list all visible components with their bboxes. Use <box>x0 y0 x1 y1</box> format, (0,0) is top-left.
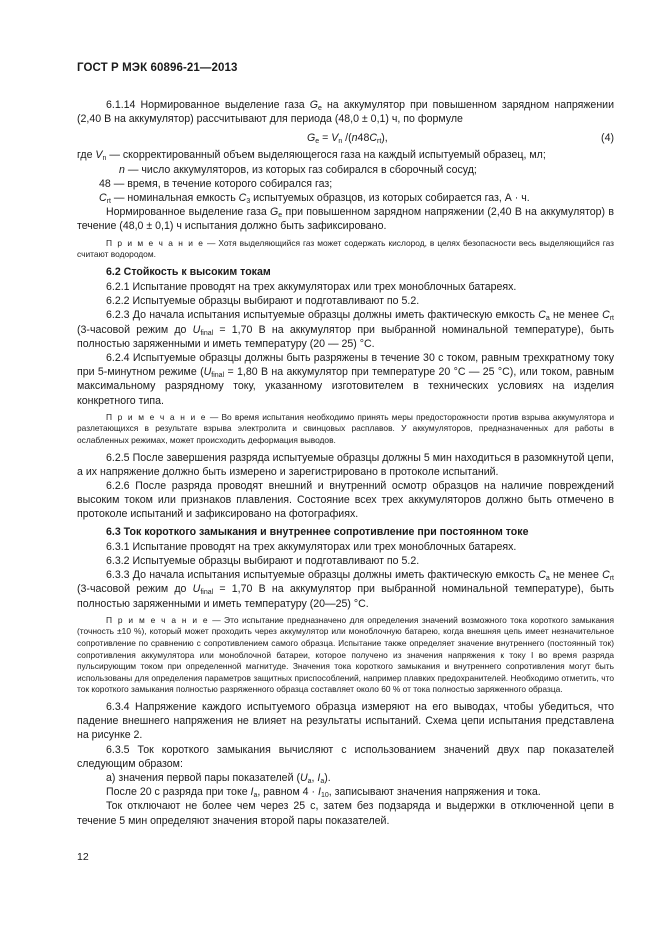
clause-6-2-4 <box>77 351 614 408</box>
text: 6.2.4 Испытуемые образцы должны быть разряжены в течение 30 с током, равным трехкратному току при 5-минутном режиме ( <box>77 352 614 379</box>
symbol-g: G <box>270 206 279 219</box>
text: = 1,70 В на аккумулятор при выбранной номинальной температуре), быть полностью заряженными и иметь температуру (20—25) °С. <box>77 583 614 610</box>
list-item-a <box>77 771 614 785</box>
text: 48 <box>357 132 370 145</box>
symbol-g: G <box>307 132 316 145</box>
text: 6.3.3 До начала испытания испытуемые образцы должны иметь фактическую емкость <box>106 569 539 582</box>
symbol-v: V <box>331 132 339 145</box>
subscript: rt <box>609 315 614 323</box>
symbol-u: U <box>299 772 308 785</box>
symbol-c: C <box>602 569 610 582</box>
symbol-c: C <box>538 569 546 582</box>
page-header: ГОСТ Р МЭК 60896-21—2013 <box>77 62 238 74</box>
symbol-i: I <box>317 772 321 785</box>
text: После 20 с разряда при токе <box>106 786 251 799</box>
subscript: 10 <box>320 792 329 800</box>
text: где <box>77 149 96 162</box>
section-title-6-3: 6.3 Ток короткого замыкания и внутреннее сопротивление при постоянном токе <box>106 525 529 538</box>
clause-6-3-3 <box>77 568 614 611</box>
text: , равном 4 · <box>257 786 318 799</box>
note-text: — Хотя выделяющийся газ может содержать кислород, в целях безопасности весь выделяющийся газ считают водородом. <box>77 237 614 260</box>
symbol-c: C <box>538 309 546 322</box>
clause-6-2-5: 6.2.5 После завершения разряда испытуемые образцы должны 5 мин находиться в разомкнутой цепи, а их напряжение должно быть измерено и зарегистрировано в протоколе испытаний. <box>77 451 614 478</box>
text: = 1,80 В на аккумулятор при температуре 20 °С — 25 °С), или током, равным максимальному разрядному току, указанному изготовителем в технических условиях на изделия конкретного типа. <box>77 366 614 407</box>
symbol-i: I <box>250 786 254 799</box>
note-text: — Во время испытания необходимо принять меры предосторожности против взрыва аккумулятора и разлетающихся в результате взрыва электролита и свинцовых расплавов. У аккумуляторов, предназначенных для работы в ослабленных режимах, может происходить деформация выводов. <box>77 411 614 446</box>
text: не менее <box>549 569 603 582</box>
where-48: 48 — время, в течение которого собирался газ; <box>99 177 333 190</box>
text: на аккумулятор при повышенном зарядном напряжении (2,40 В на аккумулятор) рассчитывают для периода (48,0 ± 0,1) ч, по формуле <box>77 99 615 126</box>
subscript: final <box>200 589 214 597</box>
subscript: rt <box>377 138 382 146</box>
subscript: final <box>211 372 225 380</box>
subscript: n <box>338 138 343 146</box>
subscript: a <box>545 315 550 323</box>
subscript: e <box>315 138 320 146</box>
clause-6-2-6: 6.2.6 После разряда проводят внешний и внутренний осмотр образцов на наличие повреждений высоким током или признаков плавления. Состояние всех трех аккумуляторов должно быть отмечено в протоколе испытаний и зафиксировано на фотографиях. <box>77 480 614 521</box>
text: , записывают значения напряжения и тока. <box>328 786 541 799</box>
text: не менее <box>549 309 603 322</box>
text: — номинальная емкость <box>110 192 239 205</box>
symbol-c: C <box>369 132 377 145</box>
symbol-u: U <box>203 366 212 379</box>
subscript: a <box>307 778 312 786</box>
text: = <box>319 132 332 145</box>
where-n <box>77 163 614 177</box>
symbol-i: I <box>317 786 321 799</box>
formula-number: (4) <box>601 132 614 145</box>
clause-6-3-5: 6.3.5 Ток короткого замыкания вычисляют с использованием значений двух пар показателей следующим образом: <box>77 743 614 770</box>
symbol-u: U <box>192 323 201 336</box>
text: ), <box>381 132 388 145</box>
subscript: n <box>102 155 107 163</box>
symbol-c: C <box>99 192 107 205</box>
where-c <box>77 191 614 205</box>
subscript: e <box>318 105 322 112</box>
subscript: e <box>278 212 283 220</box>
note-6-2-4 <box>77 412 614 447</box>
clause-6-2-1: 6.2.1 Испытание проводят на трех аккумуляторах или трех моноблочных батареях. <box>106 281 517 294</box>
clause-6-2-2: 6.2.2 Испытуемые образцы выбирают и подготавливают по 5.2. <box>106 295 420 308</box>
symbol-v: V <box>95 149 103 162</box>
symbol-n: n <box>119 163 125 176</box>
text: /( <box>342 132 352 145</box>
text: при повышенном зарядном напряжении (2,40 В на аккумулятор) в течение (48,0 ± 0,1) ч испытания должно быть зафиксировано. <box>77 206 614 233</box>
note-6-3-3 <box>77 615 614 696</box>
formula-expression <box>307 131 388 145</box>
page-number: 12 <box>77 851 89 863</box>
clause-6-1-14 <box>77 98 614 126</box>
text: — число аккумуляторов, из которых газ собирался в сборочный сосуд; <box>124 163 477 176</box>
text: а) значения первой пары показателей ( <box>106 772 300 785</box>
text: (3-часовой режим до <box>77 583 193 596</box>
note-label: П р и м е ч а н и е <box>106 411 207 422</box>
text: ). <box>324 772 331 785</box>
note-label: П р и м е ч а н и е <box>106 237 205 248</box>
subscript: 3 <box>246 198 251 206</box>
text: , <box>311 772 318 785</box>
subscript: a <box>253 792 258 800</box>
note-text: — Это испытание предназначено для определения значений возможного тока короткого замыкания (точность ±10 %), который может проходить через аккумулятор или моноблочную батарею, когда внешняя цепь имеет незначительное сопротивление по сравнению с сопротивлением самого образца. Испытание также определяет значение внутреннего (постоянный ток) сопротивления аккумулятора или моноблочной батареи, которое получено из значения напряжения к току I во время разряда пульсирующим током при определенной магнитуде. Значения тока короткого замыкания и внутреннего сопротивления могут быть использованы для определения параметров защитных приспособлений, например плавких предохранителей. Необходимо отметить, что ток короткого замыкания полностью разряженного образца составляет около 60 % от тока полностью заряженного образца. <box>77 614 614 695</box>
text: 6.1.14 Нормированное выделение газа <box>106 99 310 111</box>
text: 6.2.3 До начала испытания испытуемые образцы должны иметь фактическую емкость <box>106 309 539 322</box>
clause-6-3-4: 6.3.4 Напряжение каждого испытуемого образца измеряют на его выводах, чтобы убедиться, что падение внешнего напряжения не влияет на результаты испытаний. Схема цепи испытания представлена на рисунке 2. <box>77 701 614 742</box>
symbol-c: C <box>602 309 610 322</box>
symbol-c: C <box>238 192 247 205</box>
subscript: a <box>545 575 550 583</box>
clause-6-3-1: 6.3.1 Испытание проводят на трех аккумуляторах или трех моноблочных батареях. <box>106 540 517 553</box>
text: = 1,70 В на аккумулятор при выбранной номинальной температуре), быть полностью заряженными и иметь температуру (20 — 25) °С. <box>77 323 614 350</box>
subscript: final <box>200 329 214 337</box>
text: — скорректированный объем выделяющегося газа на каждый испытуемый образец, мл; <box>106 149 546 162</box>
clause-6-3-5-step-2: Ток отключают не более чем через 25 с, затем без подзаряда и выдержки в отключенной цепи в течение 5 мин определяют значения второй пары показателей. <box>77 800 614 827</box>
formula-4 <box>77 128 614 146</box>
clause-6-3-2: 6.3.2 Испытуемые образцы выбирают и подготавливают по 5.2. <box>106 555 420 568</box>
where-v <box>77 148 614 162</box>
text: (3-часовой режим до <box>77 323 193 336</box>
subscript: rt <box>106 198 111 206</box>
section-title-6-2: 6.2 Стойкость к высоким токам <box>106 265 271 278</box>
subscript: rt <box>609 575 614 583</box>
note-label: П р и м е ч а н и е <box>106 614 209 625</box>
symbol-n: n <box>351 132 358 145</box>
clause-6-1-14-result <box>77 205 614 233</box>
clause-6-2-3 <box>77 308 614 351</box>
text: Нормированное выделение газа <box>106 206 271 219</box>
symbol-u: U <box>192 583 201 596</box>
page-content <box>77 98 614 828</box>
text: испытуемых образцов, из которых собирается газ, А · ч. <box>250 192 530 205</box>
subscript: a <box>320 778 325 786</box>
clause-6-3-5-step <box>77 785 614 799</box>
note-6-1-14 <box>77 238 614 261</box>
symbol-g: G <box>309 99 318 111</box>
